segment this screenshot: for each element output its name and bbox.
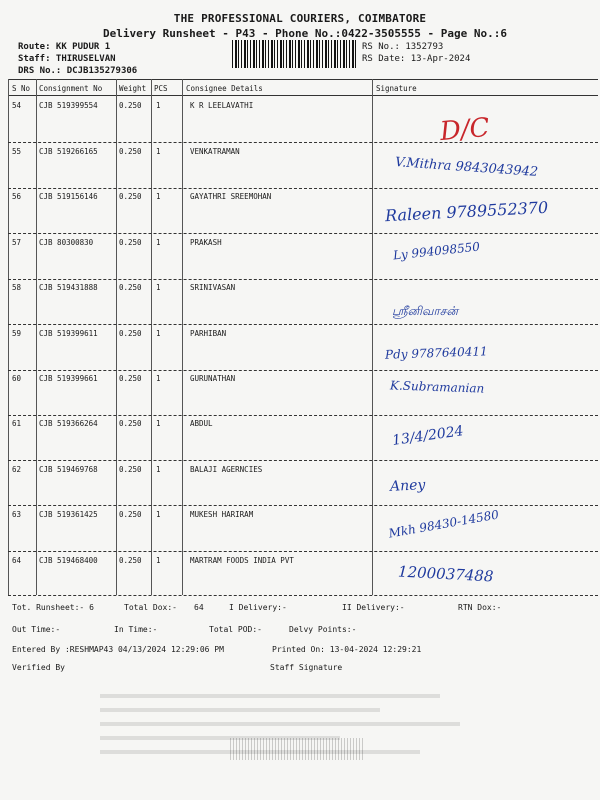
staff-label: Staff: THIRUSELVAN [18, 54, 116, 64]
row-weight: 0.250 [119, 465, 142, 474]
delvy-points: Delvy Points:- [289, 625, 357, 634]
row-consignee: GURUNATHAN [190, 374, 236, 383]
row-separator [8, 505, 598, 506]
rtn-dox: RTN Dox:- [458, 603, 502, 612]
row-consignee: GAYATHRI SREEMOHAN [190, 192, 272, 201]
row-weight: 0.250 [119, 101, 142, 110]
row-pcs: 1 [156, 556, 161, 565]
row-sno: 57 [12, 238, 22, 247]
row-sno: 54 [12, 101, 22, 110]
row-consignment-no: CJB 519399611 [39, 329, 98, 338]
row-sno: 63 [12, 510, 22, 519]
printed-on: Printed On: 13-04-2024 12:29:21 [272, 645, 422, 654]
row-consignment-no: CJB 519468400 [39, 556, 98, 565]
total-pod: Total POD:- [209, 625, 262, 634]
col-pcs: PCS [154, 84, 168, 93]
table-top-rule [8, 79, 598, 80]
row-separator [8, 460, 598, 461]
row-separator [8, 324, 598, 325]
row-consignee: SRINIVASAN [190, 283, 236, 292]
row-sno: 59 [12, 329, 22, 338]
row-signature: V.Mithra 9843043942 [394, 155, 539, 180]
i-delivery: I Delivery:- [229, 603, 287, 612]
company-title: THE PROFESSIONAL COURIERS, COIMBATORE [173, 12, 427, 25]
row-consignee: MUKESH HARIRAM [190, 510, 254, 519]
row-separator [8, 188, 598, 189]
row-pcs: 1 [156, 419, 161, 428]
row-weight: 0.250 [119, 329, 142, 338]
out-time: Out Time:- [12, 625, 61, 634]
row-sno: 64 [12, 556, 22, 565]
row-weight: 0.250 [119, 192, 142, 201]
row-pcs: 1 [156, 192, 161, 201]
row-consignee: MARTRAM FOODS INDIA PVT [190, 556, 294, 565]
row-consignment-no: CJB 519266165 [39, 147, 98, 156]
entered-by: Entered By :RESHMAP43 04/13/2024 12:29:06 PM [12, 645, 224, 654]
row-consignment-no: CJB 80300830 [39, 238, 94, 247]
faint-barcode [230, 738, 365, 760]
col-divider [116, 79, 117, 595]
total-dox-label: Total Dox:- [124, 603, 177, 612]
row-signature: Mkh 98430-14580 [387, 507, 500, 541]
row-separator [8, 370, 598, 371]
col-weight: Weight [119, 84, 147, 93]
col-divider [182, 79, 183, 595]
row-weight: 0.250 [119, 147, 142, 156]
row-sno: 61 [12, 419, 22, 428]
col-divider [151, 79, 152, 595]
row-separator [8, 279, 598, 280]
row-signature: Pdy 9787640411 [384, 344, 488, 362]
row-signature: 13/4/2024 [391, 423, 465, 449]
row-consignee: PARHIBAN [190, 329, 227, 338]
row-separator [8, 233, 598, 234]
row-consignee: K R LEELAVATHI [190, 101, 254, 110]
table-header-rule [8, 95, 598, 96]
row-sno: 58 [12, 283, 22, 292]
row-consignment-no: CJB 519399661 [39, 374, 98, 383]
total-dox-value: 64 [194, 603, 204, 612]
row-consignment-no: CJB 519469768 [39, 465, 98, 474]
runsheet-subtitle: Delivery Runsheet - P43 - Phone No.:0422-3505555 - Page No.:6 [103, 27, 507, 40]
row-consignee: BALAJI AGERNCIES [190, 465, 263, 474]
col-consignee: Consignee Details [186, 84, 263, 93]
route-label: Route: KK PUDUR 1 [18, 42, 111, 52]
ii-delivery: II Delivery:- [342, 603, 405, 612]
in-time: In Time:- [114, 625, 158, 634]
drs-number: DRS No.: DCJB135279306 [18, 66, 138, 76]
row-signature: D/C [438, 112, 491, 148]
row-separator [8, 415, 598, 416]
col-signature: Signature [376, 84, 417, 93]
row-pcs: 1 [156, 510, 161, 519]
row-pcs: 1 [156, 283, 161, 292]
row-sno: 62 [12, 465, 22, 474]
row-pcs: 1 [156, 374, 161, 383]
row-weight: 0.250 [119, 374, 142, 383]
row-consignment-no: CJB 519361425 [39, 510, 98, 519]
row-pcs: 1 [156, 147, 161, 156]
col-divider [36, 79, 37, 595]
rs-number: RS No.: 1352793 [362, 42, 444, 52]
table-bottom-rule [8, 595, 598, 596]
row-consignment-no: CJB 519399554 [39, 101, 98, 110]
row-pcs: 1 [156, 101, 161, 110]
row-sno: 60 [12, 374, 22, 383]
rs-date: RS Date: 13-Apr-2024 [362, 54, 471, 64]
staff-signature: Staff Signature [270, 663, 343, 672]
row-signature: Aney [389, 477, 426, 495]
row-signature: 1200037488 [397, 562, 494, 586]
row-consignee: VENKATRAMAN [190, 147, 240, 156]
row-weight: 0.250 [119, 419, 142, 428]
row-pcs: 1 [156, 465, 161, 474]
col-consignment: Consignment No [39, 84, 103, 93]
row-signature: K.Subramanian [389, 378, 485, 396]
row-consignment-no: CJB 519431888 [39, 283, 98, 292]
row-consignment-no: CJB 519156146 [39, 192, 98, 201]
row-signature: ஸ்ரீனிவாசன் [392, 304, 458, 318]
row-weight: 0.250 [119, 238, 142, 247]
tot-runsheet: Tot. Runsheet:- 6 [12, 603, 94, 612]
row-consignment-no: CJB 519366264 [39, 419, 98, 428]
row-weight: 0.250 [119, 556, 142, 565]
verified-by: Verified By [12, 663, 65, 672]
row-consignee: PRAKASH [190, 238, 222, 247]
col-divider [8, 79, 9, 595]
row-signature: Ly 994098550 [392, 239, 481, 263]
row-consignee: ABDUL [190, 419, 213, 428]
row-signature: Raleen 9789552370 [384, 197, 549, 226]
row-sno: 56 [12, 192, 22, 201]
row-separator [8, 142, 598, 143]
row-pcs: 1 [156, 238, 161, 247]
row-pcs: 1 [156, 329, 161, 338]
row-sno: 55 [12, 147, 22, 156]
row-weight: 0.250 [119, 510, 142, 519]
row-separator [8, 551, 598, 552]
col-divider [372, 79, 373, 595]
col-sno: S No [12, 84, 31, 93]
barcode-image [232, 40, 356, 68]
row-weight: 0.250 [119, 283, 142, 292]
